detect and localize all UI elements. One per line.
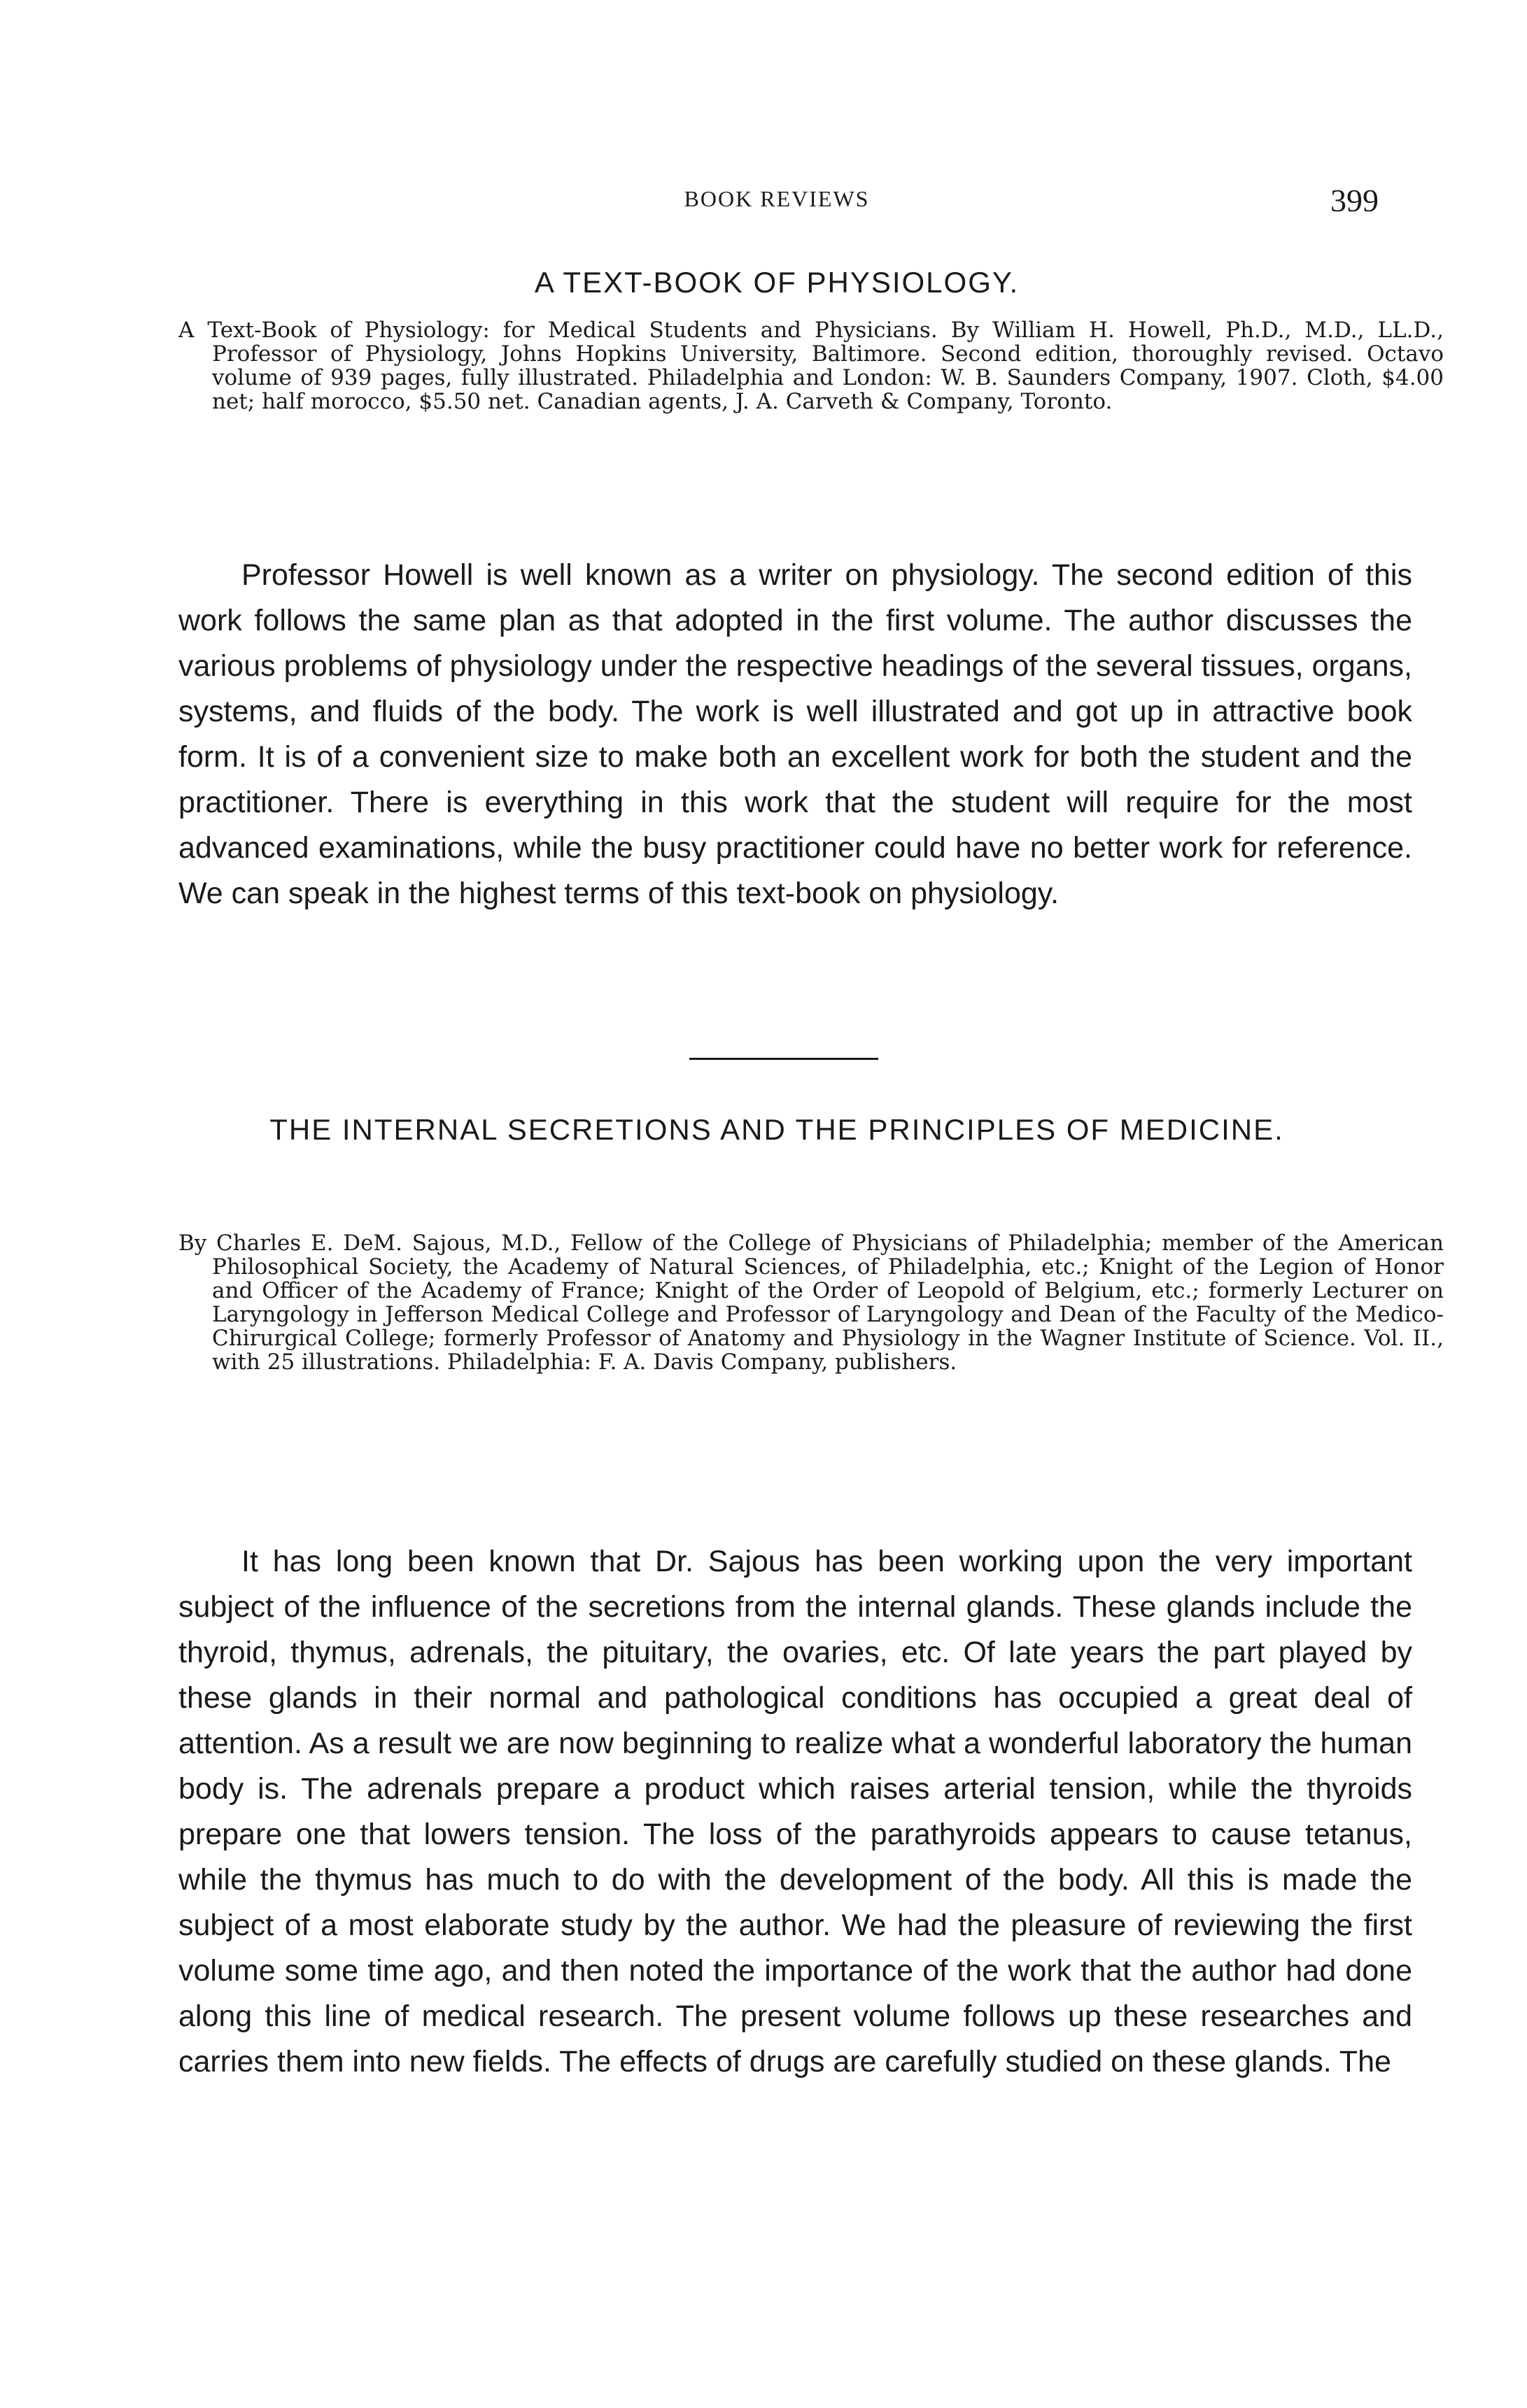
running-head: BOOK REVIEWS bbox=[684, 186, 870, 211]
review-title-physiology: A TEXT-BOOK OF PHYSIOLOGY. bbox=[534, 266, 1020, 299]
citation-physiology: A Text-Book of Physiology: for Medical Students and Physicians. By William H. Howell, Ph.D., M.D., LL.D., Professor of Physiology, Johns Hopkins University, Baltimore. Second edition, thoroughly revised. Octavo volume of 939 pages, fully illustrated. Philadelphia and London: W. B. Saunders Company, 1907. Cloth, $4.00 net; half morocco, $5.50 net. Canadian agents, J. A. Carveth & Company, Toronto. bbox=[178, 318, 1444, 414]
review-body-physiology: Professor Howell is well known as a writer on physiology. The second edition of this work follows the same plan as that adopted in the first volume. The author discusses the various problems of physiology under the respective headings of the several tissues, organs, systems, and fluids of the body. The work is well illustrated and got up in attractive book form. It is of a convenient size to make both an excellent work for both the student and the practitioner. There is everything in this work that the student will require for the most advanced examinations, while the busy practitioner could have no better work for reference. We can speak in the highest terms of this text-book on physiology. bbox=[178, 558, 1412, 910]
page-header bbox=[175, 182, 1379, 224]
page-number: 399 bbox=[1330, 183, 1379, 218]
review-body-internal-secretions: It has long been known that Dr. Sajous has been working upon the very important subject of the influence of the secretions from the internal glands. These glands include the thyroid, thymus, adrenals, the pituitary, the ovaries, etc. Of late years the part played by these glands in their normal and pathological conditions has occupied a great deal of attention. As a result we are now beginning to realize what a wonderful laboratory the human body is. The adrenals prepare a product which raises arterial tension, while the thyroids prepare one that lowers tension. The loss of the parathyroids appears to cause tetanus, while the thymus has much to do with the development of the body. All this is made the subject of a most elaborate study by the author. We had the pleasure of reviewing the first volume some time ago, and then noted the importance of the work that the author had done along this line of medical research. The present volume follows up these researches and carries them into new fields. The effects of drugs are carefully studied on these glands. The bbox=[178, 1545, 1412, 2078]
section-divider bbox=[689, 1058, 878, 1060]
citation-internal-secretions: By Charles E. DeM. Sajous, M.D., Fellow of the College of Physicians of Philadelphia; member of the American Philosophical Society, the Academy of Natural Sciences, of Philadelphia, etc.; Knight of the Legion of Honor and Officer of the Academy of France; Knight of the Order of Leopold of Belgium, etc.; formerly Lecturer on Laryngology in Jefferson Medical College and Professor of Laryngology and Dean of the Faculty of the Medico-Chirurgical College; formerly Professor of Anatomy and Physiology in the Wagner Institute of Science. Vol. II., with 25 illustrations. Philadelphia: F. A. Davis Company, publishers. bbox=[178, 1231, 1444, 1375]
review-title-internal-secretions: THE INTERNAL SECRETIONS AND THE PRINCIPLES OF MEDICINE. bbox=[269, 1113, 1284, 1146]
